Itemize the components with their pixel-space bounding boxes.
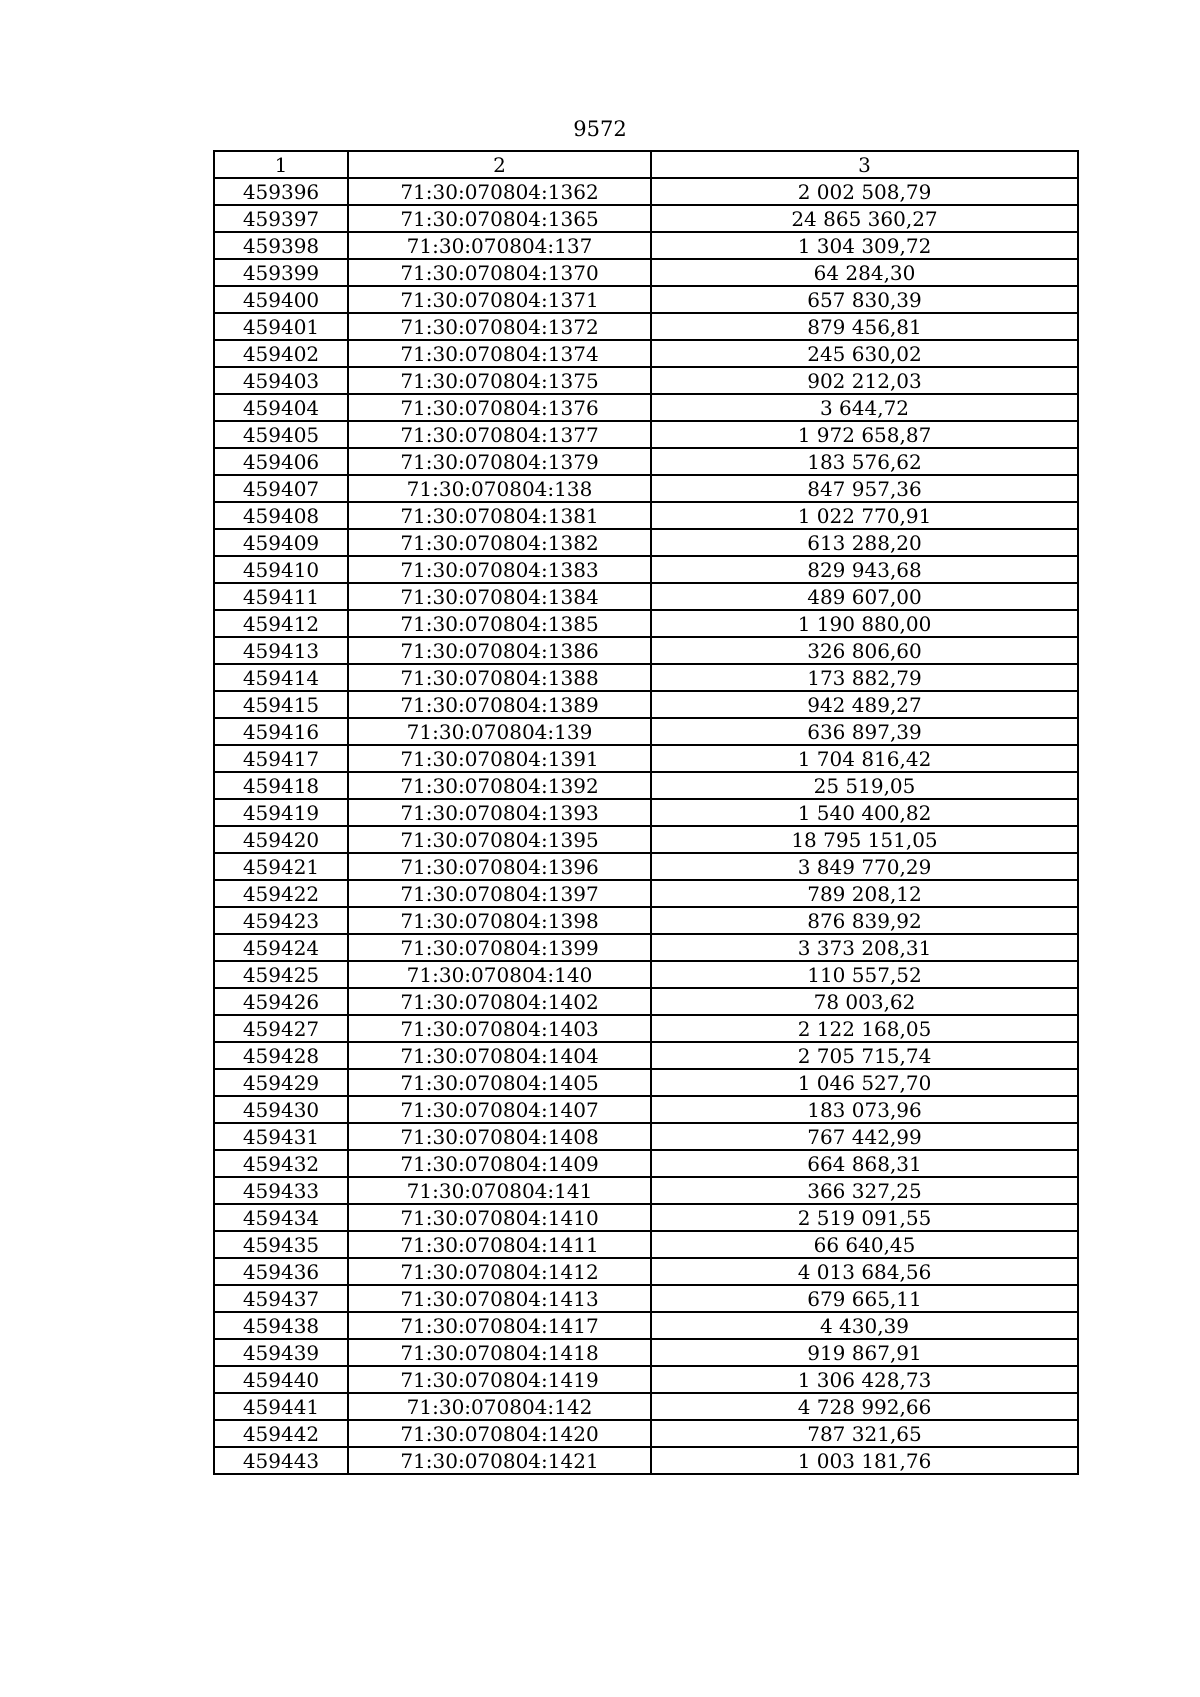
table-row bbox=[214, 556, 1078, 583]
cell-cadastral-number: 71:30:070804:1403 bbox=[348, 1015, 651, 1042]
table-row bbox=[214, 1177, 1078, 1204]
table-row bbox=[214, 718, 1078, 745]
cell-cadastral-number: 71:30:070804:1385 bbox=[348, 610, 651, 637]
cell-row-number: 459401 bbox=[214, 313, 348, 340]
cell-value: 489 607,00 bbox=[651, 583, 1078, 610]
table-row bbox=[214, 502, 1078, 529]
cell-row-number: 459425 bbox=[214, 961, 348, 988]
cell-row-number: 459409 bbox=[214, 529, 348, 556]
cell-cadastral-number: 71:30:070804:1419 bbox=[348, 1366, 651, 1393]
cell-row-number: 459435 bbox=[214, 1231, 348, 1258]
table-row bbox=[214, 637, 1078, 664]
cell-row-number: 459404 bbox=[214, 394, 348, 421]
cell-cadastral-number: 71:30:070804:1399 bbox=[348, 934, 651, 961]
cell-cadastral-number: 71:30:070804:1393 bbox=[348, 799, 651, 826]
cell-cadastral-number: 71:30:070804:1413 bbox=[348, 1285, 651, 1312]
cell-value: 78 003,62 bbox=[651, 988, 1078, 1015]
cell-row-number: 459410 bbox=[214, 556, 348, 583]
table-row bbox=[214, 610, 1078, 637]
table-row bbox=[214, 178, 1078, 205]
table-row bbox=[214, 313, 1078, 340]
cell-value: 1 190 880,00 bbox=[651, 610, 1078, 637]
table-row bbox=[214, 205, 1078, 232]
cell-value: 829 943,68 bbox=[651, 556, 1078, 583]
cell-row-number: 459421 bbox=[214, 853, 348, 880]
cell-value: 942 489,27 bbox=[651, 691, 1078, 718]
table-row bbox=[214, 880, 1078, 907]
cell-row-number: 459438 bbox=[214, 1312, 348, 1339]
cell-value: 183 576,62 bbox=[651, 448, 1078, 475]
cell-row-number: 459426 bbox=[214, 988, 348, 1015]
cell-value: 847 957,36 bbox=[651, 475, 1078, 502]
cell-value: 173 882,79 bbox=[651, 664, 1078, 691]
cell-value: 1 306 428,73 bbox=[651, 1366, 1078, 1393]
cell-row-number: 459427 bbox=[214, 1015, 348, 1042]
page-number: 9572 bbox=[573, 117, 627, 141]
cell-row-number: 459400 bbox=[214, 286, 348, 313]
cell-value: 636 897,39 bbox=[651, 718, 1078, 745]
cell-cadastral-number: 71:30:070804:1374 bbox=[348, 340, 651, 367]
table-row bbox=[214, 1042, 1078, 1069]
cell-value: 4 430,39 bbox=[651, 1312, 1078, 1339]
cell-value: 767 442,99 bbox=[651, 1123, 1078, 1150]
cell-value: 326 806,60 bbox=[651, 637, 1078, 664]
cell-value: 3 644,72 bbox=[651, 394, 1078, 421]
cell-cadastral-number: 71:30:070804:1370 bbox=[348, 259, 651, 286]
table-row bbox=[214, 583, 1078, 610]
cell-cadastral-number: 71:30:070804:1371 bbox=[348, 286, 651, 313]
cell-row-number: 459418 bbox=[214, 772, 348, 799]
cell-cadastral-number: 71:30:070804:1383 bbox=[348, 556, 651, 583]
registry-table-body bbox=[214, 151, 1078, 1474]
table-row bbox=[214, 448, 1078, 475]
cell-row-number: 459420 bbox=[214, 826, 348, 853]
table-row bbox=[214, 1231, 1078, 1258]
cell-row-number: 459429 bbox=[214, 1069, 348, 1096]
cell-value: 4 013 684,56 bbox=[651, 1258, 1078, 1285]
cell-cadastral-number: 71:30:070804:1377 bbox=[348, 421, 651, 448]
cell-value: 919 867,91 bbox=[651, 1339, 1078, 1366]
cell-row-number: 459422 bbox=[214, 880, 348, 907]
cell-cadastral-number: 71:30:070804:1379 bbox=[348, 448, 651, 475]
table-row bbox=[214, 961, 1078, 988]
cell-row-number: 459412 bbox=[214, 610, 348, 637]
cell-value: 679 665,11 bbox=[651, 1285, 1078, 1312]
cell-row-number: 459408 bbox=[214, 502, 348, 529]
cell-value: 2 122 168,05 bbox=[651, 1015, 1078, 1042]
cell-value: 366 327,25 bbox=[651, 1177, 1078, 1204]
cell-cadastral-number: 71:30:070804:1408 bbox=[348, 1123, 651, 1150]
table-row bbox=[214, 1420, 1078, 1447]
table-row bbox=[214, 826, 1078, 853]
cell-row-number: 459424 bbox=[214, 934, 348, 961]
table-row bbox=[214, 1015, 1078, 1042]
cell-value: 2 705 715,74 bbox=[651, 1042, 1078, 1069]
cell-cadastral-number: 71:30:070804:141 bbox=[348, 1177, 651, 1204]
cell-row-number: 459416 bbox=[214, 718, 348, 745]
table-row bbox=[214, 1312, 1078, 1339]
cell-value: 1 304 309,72 bbox=[651, 232, 1078, 259]
registry-table bbox=[213, 150, 1079, 1475]
cell-cadastral-number: 71:30:070804:138 bbox=[348, 475, 651, 502]
cell-row-number: 459439 bbox=[214, 1339, 348, 1366]
cell-cadastral-number: 71:30:070804:1402 bbox=[348, 988, 651, 1015]
cell-cadastral-number: 71:30:070804:1411 bbox=[348, 1231, 651, 1258]
cell-cadastral-number: 71:30:070804:139 bbox=[348, 718, 651, 745]
cell-value: 876 839,92 bbox=[651, 907, 1078, 934]
column-header-number: 1 bbox=[214, 151, 348, 178]
cell-row-number: 459440 bbox=[214, 1366, 348, 1393]
cell-row-number: 459419 bbox=[214, 799, 348, 826]
cell-row-number: 459413 bbox=[214, 637, 348, 664]
cell-row-number: 459396 bbox=[214, 178, 348, 205]
cell-cadastral-number: 71:30:070804:1420 bbox=[348, 1420, 651, 1447]
cell-cadastral-number: 71:30:070804:1375 bbox=[348, 367, 651, 394]
table-row bbox=[214, 475, 1078, 502]
cell-cadastral-number: 71:30:070804:1392 bbox=[348, 772, 651, 799]
table-row bbox=[214, 259, 1078, 286]
cell-cadastral-number: 71:30:070804:1398 bbox=[348, 907, 651, 934]
cell-row-number: 459443 bbox=[214, 1447, 348, 1474]
table-row bbox=[214, 529, 1078, 556]
cell-value: 183 073,96 bbox=[651, 1096, 1078, 1123]
table-row bbox=[214, 1069, 1078, 1096]
cell-value: 1 540 400,82 bbox=[651, 799, 1078, 826]
cell-value: 25 519,05 bbox=[651, 772, 1078, 799]
table-row bbox=[214, 988, 1078, 1015]
table-row bbox=[214, 772, 1078, 799]
cell-row-number: 459434 bbox=[214, 1204, 348, 1231]
cell-cadastral-number: 71:30:070804:1388 bbox=[348, 664, 651, 691]
cell-cadastral-number: 71:30:070804:1404 bbox=[348, 1042, 651, 1069]
cell-value: 787 321,65 bbox=[651, 1420, 1078, 1447]
cell-value: 902 212,03 bbox=[651, 367, 1078, 394]
cell-row-number: 459442 bbox=[214, 1420, 348, 1447]
cell-value: 110 557,52 bbox=[651, 961, 1078, 988]
table-header-row bbox=[214, 151, 1078, 178]
cell-cadastral-number: 71:30:070804:137 bbox=[348, 232, 651, 259]
cell-cadastral-number: 71:30:070804:1381 bbox=[348, 502, 651, 529]
cell-row-number: 459415 bbox=[214, 691, 348, 718]
cell-value: 3 849 770,29 bbox=[651, 853, 1078, 880]
cell-row-number: 459423 bbox=[214, 907, 348, 934]
cell-cadastral-number: 71:30:070804:1382 bbox=[348, 529, 651, 556]
cell-row-number: 459411 bbox=[214, 583, 348, 610]
table-row bbox=[214, 664, 1078, 691]
cell-value: 1 046 527,70 bbox=[651, 1069, 1078, 1096]
cell-value: 24 865 360,27 bbox=[651, 205, 1078, 232]
cell-value: 64 284,30 bbox=[651, 259, 1078, 286]
table-row bbox=[214, 691, 1078, 718]
cell-value: 1 022 770,91 bbox=[651, 502, 1078, 529]
cell-value: 1 972 658,87 bbox=[651, 421, 1078, 448]
cell-value: 1 704 816,42 bbox=[651, 745, 1078, 772]
cell-cadastral-number: 71:30:070804:1412 bbox=[348, 1258, 651, 1285]
table-row bbox=[214, 799, 1078, 826]
cell-cadastral-number: 71:30:070804:1386 bbox=[348, 637, 651, 664]
column-header-value: 3 bbox=[651, 151, 1078, 178]
table-row bbox=[214, 1447, 1078, 1474]
cell-row-number: 459406 bbox=[214, 448, 348, 475]
cell-row-number: 459403 bbox=[214, 367, 348, 394]
table-row bbox=[214, 1258, 1078, 1285]
cell-cadastral-number: 71:30:070804:1395 bbox=[348, 826, 651, 853]
table-row bbox=[214, 1096, 1078, 1123]
table-row bbox=[214, 1393, 1078, 1420]
cell-cadastral-number: 71:30:070804:1376 bbox=[348, 394, 651, 421]
cell-value: 879 456,81 bbox=[651, 313, 1078, 340]
table-row bbox=[214, 907, 1078, 934]
cell-row-number: 459414 bbox=[214, 664, 348, 691]
cell-row-number: 459441 bbox=[214, 1393, 348, 1420]
cell-cadastral-number: 71:30:070804:142 bbox=[348, 1393, 651, 1420]
cell-row-number: 459432 bbox=[214, 1150, 348, 1177]
cell-value: 4 728 992,66 bbox=[651, 1393, 1078, 1420]
cell-cadastral-number: 71:30:070804:140 bbox=[348, 961, 651, 988]
table-row bbox=[214, 1339, 1078, 1366]
cell-cadastral-number: 71:30:070804:1391 bbox=[348, 745, 651, 772]
cell-cadastral-number: 71:30:070804:1409 bbox=[348, 1150, 651, 1177]
cell-value: 18 795 151,05 bbox=[651, 826, 1078, 853]
table-row bbox=[214, 934, 1078, 961]
cell-row-number: 459398 bbox=[214, 232, 348, 259]
cell-row-number: 459417 bbox=[214, 745, 348, 772]
cell-value: 789 208,12 bbox=[651, 880, 1078, 907]
cell-row-number: 459433 bbox=[214, 1177, 348, 1204]
cell-cadastral-number: 71:30:070804:1417 bbox=[348, 1312, 651, 1339]
cell-value: 613 288,20 bbox=[651, 529, 1078, 556]
cell-cadastral-number: 71:30:070804:1362 bbox=[348, 178, 651, 205]
cell-cadastral-number: 71:30:070804:1421 bbox=[348, 1447, 651, 1474]
table-row bbox=[214, 1150, 1078, 1177]
cell-value: 3 373 208,31 bbox=[651, 934, 1078, 961]
table-row bbox=[214, 232, 1078, 259]
cell-row-number: 459431 bbox=[214, 1123, 348, 1150]
cell-value: 657 830,39 bbox=[651, 286, 1078, 313]
cell-row-number: 459437 bbox=[214, 1285, 348, 1312]
table-row bbox=[214, 367, 1078, 394]
cell-value: 2 519 091,55 bbox=[651, 1204, 1078, 1231]
column-header-cadastral-number: 2 bbox=[348, 151, 651, 178]
cell-cadastral-number: 71:30:070804:1418 bbox=[348, 1339, 651, 1366]
table-row bbox=[214, 394, 1078, 421]
cell-cadastral-number: 71:30:070804:1389 bbox=[348, 691, 651, 718]
cell-value: 1 003 181,76 bbox=[651, 1447, 1078, 1474]
table-row bbox=[214, 340, 1078, 367]
cell-cadastral-number: 71:30:070804:1384 bbox=[348, 583, 651, 610]
cell-row-number: 459407 bbox=[214, 475, 348, 502]
cell-cadastral-number: 71:30:070804:1372 bbox=[348, 313, 651, 340]
cell-cadastral-number: 71:30:070804:1407 bbox=[348, 1096, 651, 1123]
table-row bbox=[214, 1204, 1078, 1231]
cell-row-number: 459430 bbox=[214, 1096, 348, 1123]
cell-cadastral-number: 71:30:070804:1365 bbox=[348, 205, 651, 232]
cell-cadastral-number: 71:30:070804:1396 bbox=[348, 853, 651, 880]
table-row bbox=[214, 1366, 1078, 1393]
cell-row-number: 459397 bbox=[214, 205, 348, 232]
cell-value: 66 640,45 bbox=[651, 1231, 1078, 1258]
cell-row-number: 459405 bbox=[214, 421, 348, 448]
table-row bbox=[214, 1123, 1078, 1150]
cell-value: 2 002 508,79 bbox=[651, 178, 1078, 205]
table-row bbox=[214, 421, 1078, 448]
cell-value: 664 868,31 bbox=[651, 1150, 1078, 1177]
cell-row-number: 459436 bbox=[214, 1258, 348, 1285]
cell-cadastral-number: 71:30:070804:1405 bbox=[348, 1069, 651, 1096]
cell-cadastral-number: 71:30:070804:1410 bbox=[348, 1204, 651, 1231]
cell-row-number: 459399 bbox=[214, 259, 348, 286]
table-row bbox=[214, 286, 1078, 313]
table-row bbox=[214, 1285, 1078, 1312]
table-row bbox=[214, 745, 1078, 772]
table-row bbox=[214, 853, 1078, 880]
cell-cadastral-number: 71:30:070804:1397 bbox=[348, 880, 651, 907]
cell-row-number: 459402 bbox=[214, 340, 348, 367]
cell-value: 245 630,02 bbox=[651, 340, 1078, 367]
cell-row-number: 459428 bbox=[214, 1042, 348, 1069]
